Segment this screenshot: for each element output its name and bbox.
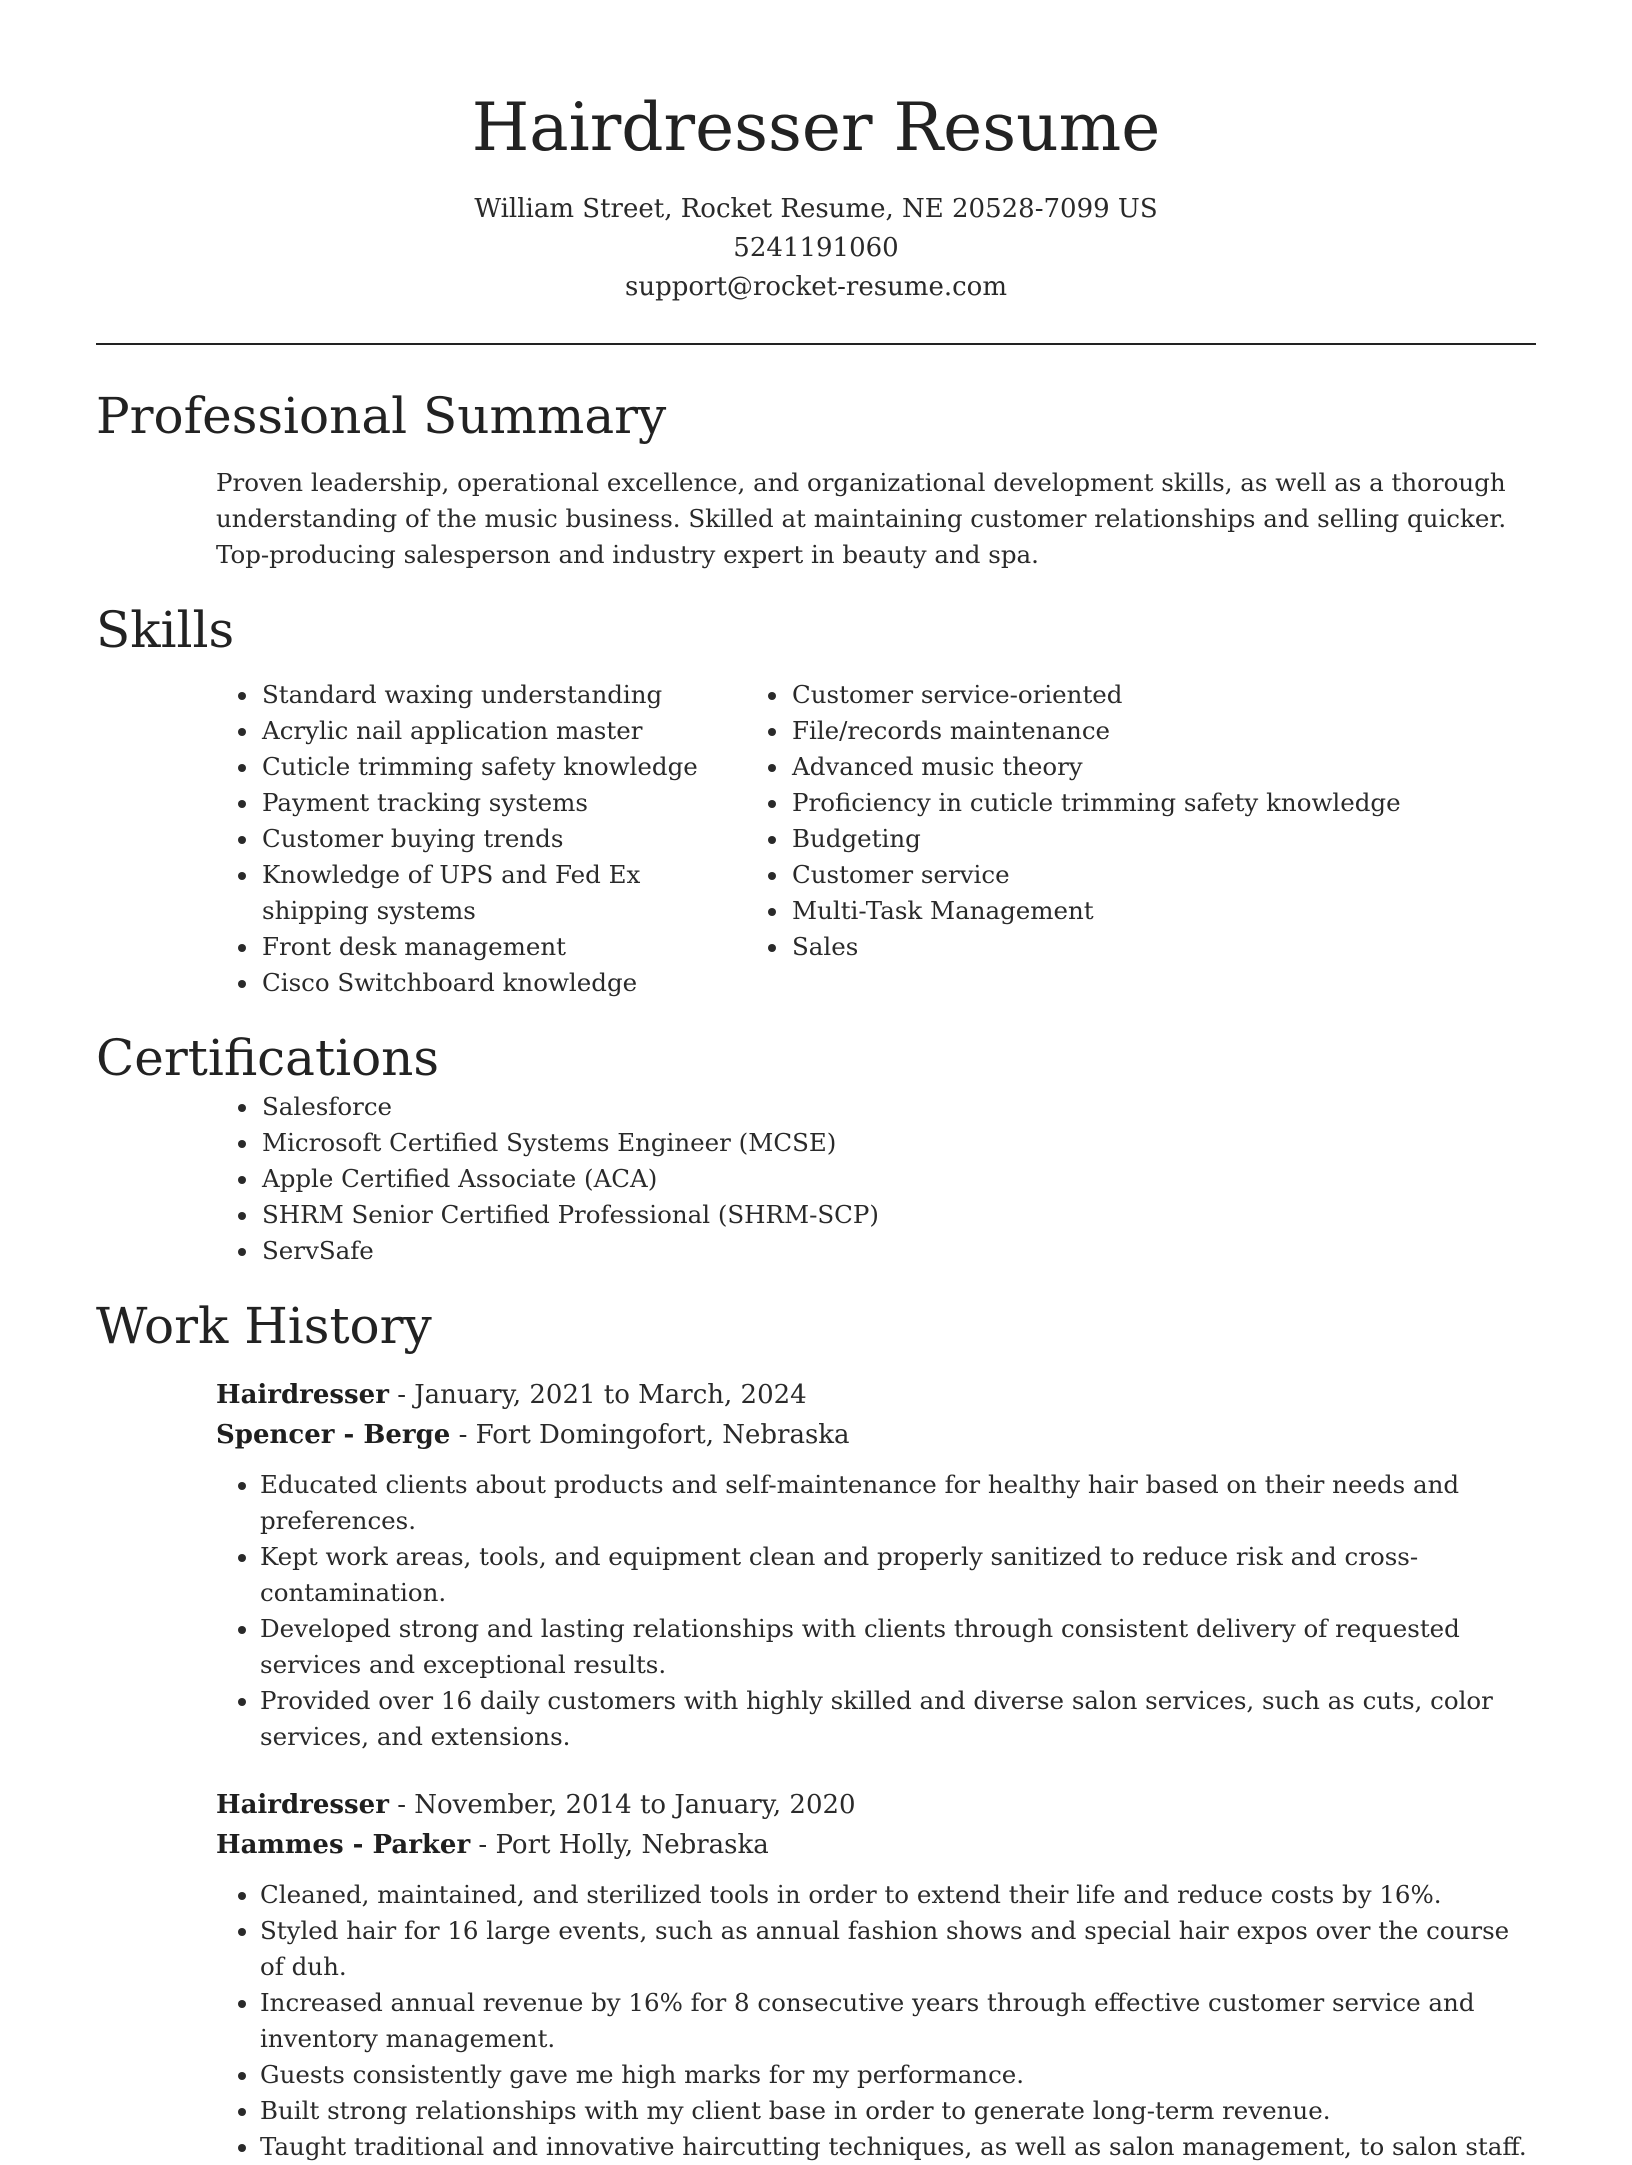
skill-item: • Customer service-oriented xyxy=(790,677,1426,713)
certification-item: • ServSafe xyxy=(260,1233,1536,1269)
skill-item: • Customer buying trends xyxy=(260,821,746,857)
job-bullet: • Styled hair for 16 large events, such as annual fashion shows and special hair expos over the course of duh. xyxy=(260,1913,1536,1985)
certifications-heading: Certifications xyxy=(96,1029,440,1087)
contact-phone: 5241191060 xyxy=(733,233,899,263)
job-role-line xyxy=(216,1375,1536,1415)
contact-email: support@rocket-resume.com xyxy=(624,272,1007,302)
resume-title: Hairdresser Resume xyxy=(471,89,1161,166)
job-employer: Hammes - Parker xyxy=(216,1830,471,1860)
summary-text: Proven leadership, operational excellence, and organizational development skills, as well as a thorough understanding of the music business. Skilled at maintaining customer relationships and selling quicker. Top-producing salesperson and industry expert in beauty and spa. xyxy=(216,468,1507,569)
job-employer: Spencer - Berge xyxy=(216,1420,451,1450)
job-employer-line xyxy=(216,1825,1536,1865)
job-bullet: • Educated clients about products and self-maintenance for healthy hair based on their needs and preferences. xyxy=(260,1467,1536,1539)
work-history-heading: Work History xyxy=(96,1297,432,1355)
skill-item: • Sales xyxy=(790,929,1426,965)
skills-list-right xyxy=(746,677,1426,965)
header-divider xyxy=(96,343,1536,345)
job-bullet: • Provided over 16 daily customers with highly skilled and diverse salon services, such as cuts, color services, and extensions. xyxy=(260,1683,1536,1755)
resume-page xyxy=(96,0,1536,2165)
job-bullet: • Cleaned, maintained, and sterilized tools in order to extend their life and reduce costs by 16%. xyxy=(260,1877,1536,1913)
skills-list-left xyxy=(96,677,746,1001)
certification-item: • Salesforce xyxy=(260,1089,1536,1125)
skill-item: • Knowledge of UPS and Fed Ex shipping systems xyxy=(260,857,746,929)
job-employer-line xyxy=(216,1415,1536,1455)
job-bullet: • Guests consistently gave me high marks for my performance. xyxy=(260,2057,1536,2093)
skill-item: • Proficiency in cuticle trimming safety knowledge xyxy=(790,785,1426,821)
skill-item: • Front desk management xyxy=(260,929,746,965)
certifications-list xyxy=(96,1089,1536,1269)
job-role-line xyxy=(216,1785,1536,1825)
certification-item: • Microsoft Certified Systems Engineer (MCSE) xyxy=(260,1125,1536,1161)
skill-item: • Standard waxing understanding xyxy=(260,677,746,713)
job-role: Hairdresser xyxy=(216,1790,389,1820)
skills-column-right xyxy=(746,677,1426,1001)
skill-item: • Cuticle trimming safety knowledge xyxy=(260,749,746,785)
job-entry xyxy=(216,1375,1536,1755)
skill-item: • File/records maintenance xyxy=(790,713,1426,749)
skill-item: • Payment tracking systems xyxy=(260,785,746,821)
job-role: Hairdresser xyxy=(216,1380,389,1410)
job-dates: - November, 2014 to January, 2020 xyxy=(388,1790,856,1820)
job-dates: - January, 2021 to March, 2024 xyxy=(388,1380,807,1410)
skills-columns xyxy=(96,677,1536,1001)
skill-item: • Budgeting xyxy=(790,821,1426,857)
skill-item: • Customer service xyxy=(790,857,1426,893)
job-bullets xyxy=(216,1467,1536,1755)
contact-address: William Street, Rocket Resume, NE 20528-7099 US xyxy=(474,194,1158,224)
skill-item: • Cisco Switchboard knowledge xyxy=(260,965,746,1001)
certification-item: • SHRM Senior Certified Professional (SHRM-SCP) xyxy=(260,1197,1536,1233)
job-bullet: • Increased annual revenue by 16% for 8 consecutive years through effective customer service and inventory management. xyxy=(260,1985,1536,2057)
job-bullet: • Kept work areas, tools, and equipment clean and properly sanitized to reduce risk and cross-contamination. xyxy=(260,1539,1536,1611)
job-bullets xyxy=(216,1877,1536,2165)
job-location: - Fort Domingofort, Nebraska xyxy=(450,1420,850,1450)
skills-heading: Skills xyxy=(96,601,235,659)
skill-item: • Multi-Task Management xyxy=(790,893,1426,929)
job-entry xyxy=(216,1785,1536,2165)
resume-header xyxy=(96,0,1536,307)
job-location: - Port Holly, Nebraska xyxy=(470,1830,769,1860)
job-bullet: • Developed strong and lasting relationships with clients through consistent delivery of requested services and exceptional results. xyxy=(260,1611,1536,1683)
certification-item: • Apple Certified Associate (ACA) xyxy=(260,1161,1536,1197)
summary-heading: Professional Summary xyxy=(96,387,667,445)
job-bullet: • Built strong relationships with my client base in order to generate long-term revenue. xyxy=(260,2093,1536,2129)
job-bullet: • Taught traditional and innovative haircutting techniques, as well as salon management, to salon staff. xyxy=(260,2129,1536,2165)
contact-block xyxy=(96,190,1536,307)
skill-item: • Acrylic nail application master xyxy=(260,713,746,749)
skills-column-left xyxy=(96,677,746,1001)
skill-item: • Advanced music theory xyxy=(790,749,1426,785)
